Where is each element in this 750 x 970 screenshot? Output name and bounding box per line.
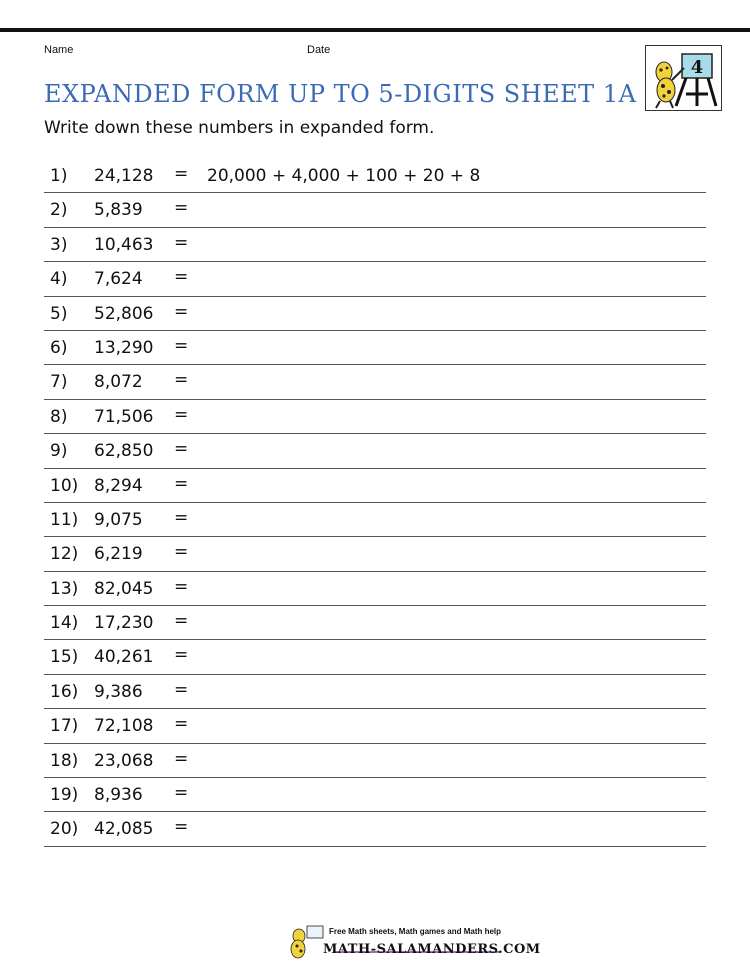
equals-sign: = [174,783,189,804]
problem-value: 6,219 [94,544,143,565]
problem-row [44,744,706,778]
equals-sign: = [174,439,189,460]
equals-sign: = [174,198,189,219]
equals-sign: = [174,404,189,425]
equals-sign: = [174,576,189,597]
problem-value: 9,386 [94,681,143,702]
problem-number: 18) [50,750,79,771]
grade-badge-logo [645,45,722,111]
problem-value: 8,936 [94,785,143,806]
equals-sign: = [174,335,189,356]
equals-sign: = [174,645,189,666]
problem-value: 24,128 [94,166,154,186]
footer-tagline: Free Math sheets, Math games and Math help [329,927,502,936]
problem-number: 12) [50,544,79,565]
problem-value: 17,230 [94,613,154,634]
problem-number: 19) [50,785,79,806]
problem-number: 9) [50,441,68,462]
problem-value: 23,068 [94,750,154,771]
problem-number: 4) [50,269,68,290]
date-label: Date [307,44,331,56]
problem-number: 14) [50,613,79,634]
problem-value: 71,506 [94,406,154,427]
equals-sign: = [174,232,189,253]
grade-number: 4 [690,57,704,78]
equals-sign: = [174,817,189,838]
problem-row [44,331,706,365]
equals-sign: = [174,714,189,735]
problem-row [44,503,706,537]
problem-row [44,812,706,846]
problem-row [44,434,706,468]
problem-value: 13,290 [94,337,154,358]
problem-row [44,297,706,331]
top-rule [0,28,750,32]
problem-list [44,159,706,847]
page-title: EXPANDED FORM UP TO 5-DIGITS SHEET 1A [44,80,637,108]
problem-row [44,778,706,812]
problem-number: 10) [50,475,79,496]
name-label: Name [44,44,74,56]
equals-sign: = [174,473,189,494]
equals-sign: = [174,164,189,184]
problem-row [44,709,706,743]
problem-row [44,469,706,503]
problem-number: 5) [50,303,68,324]
equals-sign: = [174,370,189,391]
problem-row [44,159,706,193]
problem-value: 82,045 [94,578,154,599]
problem-row [44,193,706,227]
equals-sign: = [174,507,189,528]
problem-value: 52,806 [94,303,154,324]
problem-number: 2) [50,200,68,221]
equals-sign: = [174,542,189,563]
problem-number: 6) [50,337,68,358]
answer-field[interactable]: 20,000 + 4,000 + 100 + 20 + 8 [207,166,481,186]
problem-row [44,400,706,434]
problem-value: 40,261 [94,647,154,668]
problem-value: 72,108 [94,716,154,737]
problem-value: 7,624 [94,269,143,290]
problem-number: 17) [50,716,79,737]
problem-number: 15) [50,647,79,668]
problem-number: 8) [50,406,68,427]
problem-row [44,606,706,640]
problem-row [44,675,706,709]
problem-number: 1) [50,166,68,186]
problem-number: 13) [50,578,79,599]
equals-sign: = [174,679,189,700]
problem-number: 11) [50,509,79,530]
problem-value: 5,839 [94,200,143,221]
equals-sign: = [174,611,189,632]
problem-row [44,572,706,606]
salamander-board-icon [646,46,721,110]
problem-number: 16) [50,681,79,702]
problem-row [44,228,706,262]
instructions-text: Write down these numbers in expanded form. [44,118,435,138]
problem-value: 42,085 [94,819,154,840]
equals-sign: = [174,301,189,322]
problem-row [44,640,706,674]
problem-row [44,365,706,399]
problem-number: 7) [50,372,68,393]
footer-brand: MATH-SALAMANDERS.COM [323,942,541,957]
problem-row [44,262,706,296]
problem-number: 3) [50,234,68,255]
problem-row [44,537,706,571]
problem-number: 20) [50,819,79,840]
problem-value: 8,072 [94,372,143,393]
problem-value: 62,850 [94,441,154,462]
equals-sign: = [174,267,189,288]
problem-value: 9,075 [94,509,143,530]
problem-value: 8,294 [94,475,143,496]
problem-value: 10,463 [94,234,154,255]
equals-sign: = [174,748,189,769]
